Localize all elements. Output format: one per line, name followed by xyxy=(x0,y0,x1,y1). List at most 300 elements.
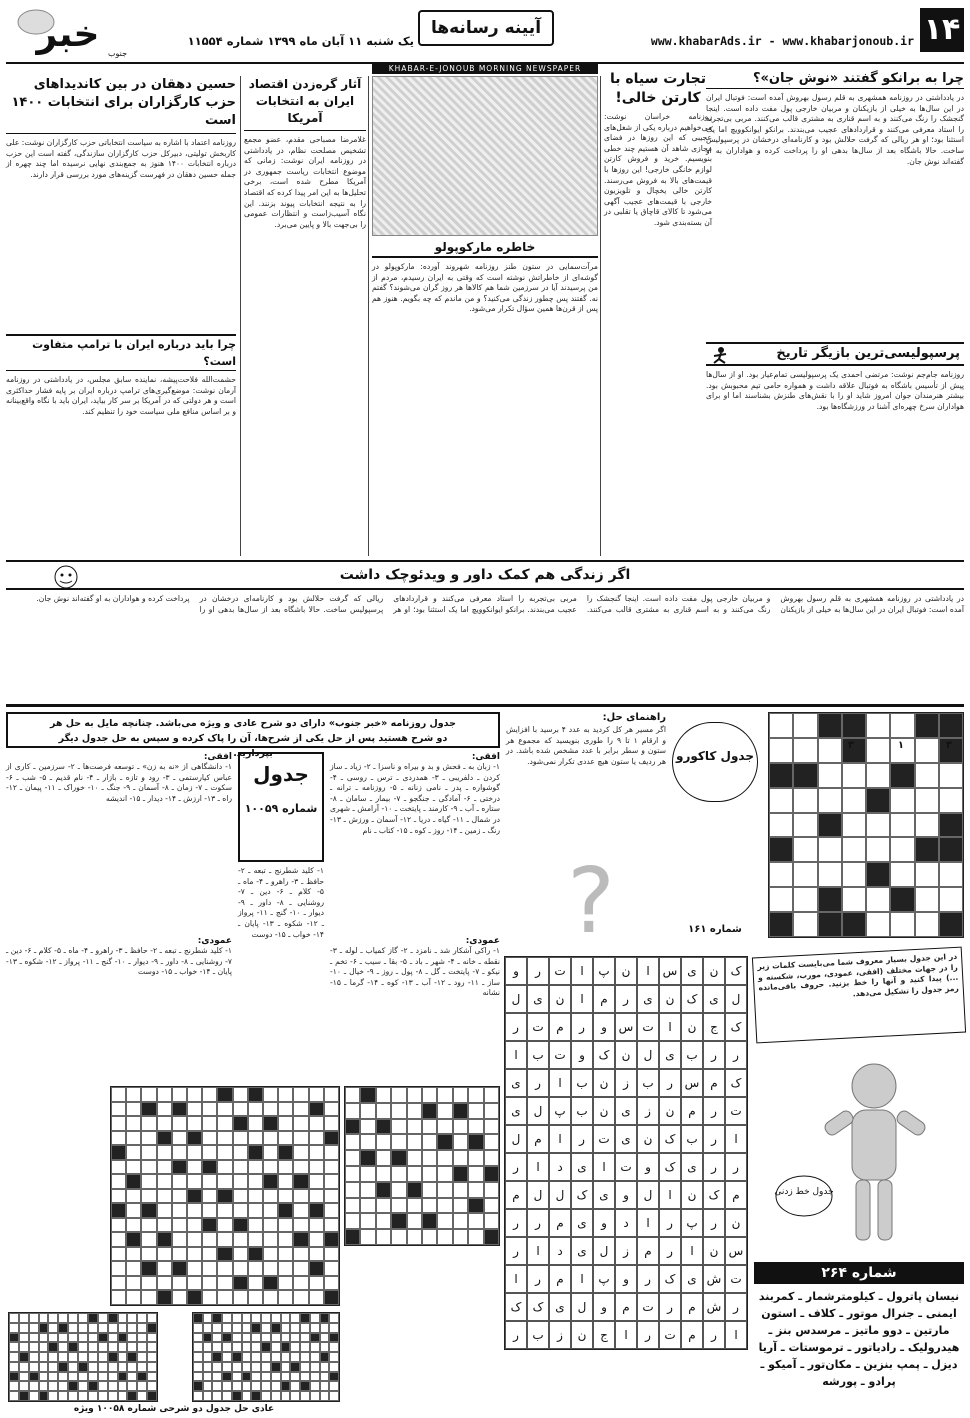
wordfind-cell[interactable]: ن xyxy=(637,1125,659,1153)
grid-cell[interactable] xyxy=(141,1218,156,1233)
grid-cell[interactable] xyxy=(278,1102,293,1117)
grid-cell[interactable] xyxy=(484,1166,499,1182)
grid-cell[interactable] xyxy=(345,1134,360,1150)
grid-cell[interactable] xyxy=(468,1134,483,1150)
wordfind-cell[interactable]: ر xyxy=(505,1237,527,1265)
wordfind-cell[interactable]: م xyxy=(549,1013,571,1041)
wordfind-cell[interactable]: س xyxy=(659,957,681,985)
wordfind-cell[interactable]: م xyxy=(681,1321,703,1349)
grid-cell[interactable] xyxy=(309,1218,324,1233)
grid-cell[interactable] xyxy=(484,1150,499,1166)
grid-cell[interactable] xyxy=(111,1145,126,1160)
wordfind-cell[interactable]: ک xyxy=(505,1293,527,1321)
grid-cell[interactable] xyxy=(324,1189,339,1204)
grid-cell[interactable] xyxy=(376,1198,391,1214)
grid-cell[interactable] xyxy=(376,1150,391,1166)
grid-cell[interactable] xyxy=(157,1160,172,1175)
grid-cell[interactable] xyxy=(453,1087,468,1103)
grid-cell[interactable] xyxy=(263,1203,278,1218)
grid-cell[interactable] xyxy=(202,1131,217,1146)
wordfind-cell[interactable]: ی xyxy=(615,1097,637,1125)
grid-cell[interactable] xyxy=(309,1087,324,1102)
grid-cell[interactable] xyxy=(248,1276,263,1291)
wordfind-cell[interactable]: ا xyxy=(527,1237,549,1265)
wordfind-cell[interactable]: ی xyxy=(571,1153,593,1181)
grid-cell[interactable] xyxy=(345,1119,360,1135)
grid-cell[interactable] xyxy=(484,1198,499,1214)
wordfind-cell[interactable]: م xyxy=(725,1181,747,1209)
grid-cell[interactable] xyxy=(126,1160,141,1175)
grid-cell[interactable] xyxy=(126,1276,141,1291)
wordfind-cell[interactable]: ر xyxy=(703,1041,725,1069)
wordfind-grid[interactable] xyxy=(504,956,748,1350)
wordfind-cell[interactable]: ت xyxy=(659,1321,681,1349)
grid-cell[interactable] xyxy=(484,1134,499,1150)
wordfind-cell[interactable]: س xyxy=(615,1013,637,1041)
grid-cell[interactable] xyxy=(309,1276,324,1291)
grid-cell[interactable] xyxy=(187,1203,202,1218)
wordfind-cell[interactable]: ک xyxy=(659,1153,681,1181)
grid-cell[interactable] xyxy=(111,1087,126,1102)
grid-cell[interactable] xyxy=(157,1145,172,1160)
grid-cell[interactable] xyxy=(111,1174,126,1189)
wordfind-cell[interactable]: ز xyxy=(549,1321,571,1349)
grid-cell[interactable] xyxy=(141,1174,156,1189)
grid-cell[interactable] xyxy=(278,1290,293,1305)
grid-cell[interactable] xyxy=(484,1213,499,1229)
grid-cell[interactable] xyxy=(157,1290,172,1305)
grid-cell[interactable] xyxy=(453,1182,468,1198)
wordfind-cell[interactable]: ک xyxy=(571,1181,593,1209)
grid-cell[interactable] xyxy=(453,1119,468,1135)
grid-cell[interactable] xyxy=(202,1290,217,1305)
grid-cell[interactable] xyxy=(172,1189,187,1204)
wordfind-cell[interactable]: ر xyxy=(571,1125,593,1153)
grid-cell[interactable] xyxy=(172,1290,187,1305)
grid-cell[interactable] xyxy=(468,1229,483,1245)
grid-cell[interactable] xyxy=(217,1174,232,1189)
grid-cell[interactable] xyxy=(157,1276,172,1291)
grid-cell[interactable] xyxy=(278,1131,293,1146)
wordfind-cell[interactable]: ی xyxy=(571,1209,593,1237)
grid-cell[interactable] xyxy=(468,1213,483,1229)
grid-cell[interactable] xyxy=(345,1087,360,1103)
grid-cell[interactable] xyxy=(111,1203,126,1218)
grid-cell[interactable] xyxy=(172,1203,187,1218)
grid-cell[interactable] xyxy=(484,1182,499,1198)
grid-cell[interactable] xyxy=(278,1261,293,1276)
grid-cell[interactable] xyxy=(309,1261,324,1276)
grid-cell[interactable] xyxy=(324,1247,339,1262)
grid-cell[interactable] xyxy=(422,1166,437,1182)
grid-cell[interactable] xyxy=(324,1087,339,1102)
grid-cell[interactable] xyxy=(278,1160,293,1175)
grid-cell[interactable] xyxy=(187,1232,202,1247)
grid-cell[interactable] xyxy=(360,1087,375,1103)
grid-cell[interactable] xyxy=(157,1232,172,1247)
wordfind-cell[interactable]: ن xyxy=(571,1321,593,1349)
wordfind-cell[interactable]: ر xyxy=(725,1293,747,1321)
grid-cell[interactable] xyxy=(309,1131,324,1146)
grid-cell[interactable] xyxy=(217,1290,232,1305)
wordfind-cell[interactable]: ا xyxy=(549,1069,571,1097)
wordfind-cell[interactable]: م xyxy=(549,1209,571,1237)
wordfind-cell[interactable]: ر xyxy=(703,1321,725,1349)
wordfind-cell[interactable]: ب xyxy=(571,1097,593,1125)
grid-cell[interactable] xyxy=(217,1116,232,1131)
grid-cell[interactable] xyxy=(172,1232,187,1247)
wordfind-cell[interactable]: ا xyxy=(571,985,593,1013)
wordfind-cell[interactable]: ی xyxy=(571,1237,593,1265)
grid-cell[interactable] xyxy=(217,1203,232,1218)
grid-cell[interactable] xyxy=(126,1087,141,1102)
wordfind-cell[interactable]: ن xyxy=(703,957,725,985)
wordfind-cell[interactable]: ا xyxy=(571,957,593,985)
wordfind-cell[interactable]: ی xyxy=(505,1097,527,1125)
wordfind-cell[interactable]: ا xyxy=(637,957,659,985)
grid-cell[interactable] xyxy=(407,1229,422,1245)
grid-cell[interactable] xyxy=(407,1213,422,1229)
wordfind-cell[interactable]: و xyxy=(593,1209,615,1237)
wordfind-cell[interactable]: ب xyxy=(681,1041,703,1069)
wordfind-cell[interactable]: ر xyxy=(725,1041,747,1069)
grid-cell[interactable] xyxy=(248,1145,263,1160)
grid-cell[interactable] xyxy=(391,1119,406,1135)
wordfind-cell[interactable]: م xyxy=(505,1181,527,1209)
grid-cell[interactable] xyxy=(309,1232,324,1247)
grid-cell[interactable] xyxy=(233,1087,248,1102)
grid-cell[interactable] xyxy=(407,1134,422,1150)
wordfind-cell[interactable]: ر xyxy=(659,1069,681,1097)
grid-cell[interactable] xyxy=(293,1145,308,1160)
grid-cell[interactable] xyxy=(141,1189,156,1204)
wordfind-cell[interactable]: ر xyxy=(725,1153,747,1181)
grid-cell[interactable] xyxy=(345,1229,360,1245)
grid-cell[interactable] xyxy=(202,1087,217,1102)
grid-cell[interactable] xyxy=(187,1145,202,1160)
grid-cell[interactable] xyxy=(111,1261,126,1276)
wordfind-cell[interactable]: ل xyxy=(505,1125,527,1153)
grid-cell[interactable] xyxy=(141,1116,156,1131)
wordfind-cell[interactable]: ل xyxy=(527,1097,549,1125)
grid-cell[interactable] xyxy=(360,1134,375,1150)
wordfind-cell[interactable]: ر xyxy=(527,957,549,985)
grid-cell[interactable] xyxy=(248,1131,263,1146)
grid-cell[interactable] xyxy=(437,1198,452,1214)
wordfind-cell[interactable]: ک xyxy=(681,985,703,1013)
grid-cell[interactable] xyxy=(187,1087,202,1102)
wordfind-cell[interactable]: و xyxy=(615,1265,637,1293)
grid-cell[interactable] xyxy=(233,1189,248,1204)
grid-cell[interactable] xyxy=(437,1119,452,1135)
wordfind-cell[interactable]: ا xyxy=(527,1153,549,1181)
grid-cell[interactable] xyxy=(278,1232,293,1247)
grid-cell[interactable] xyxy=(437,1166,452,1182)
wordfind-cell[interactable]: پ xyxy=(593,1265,615,1293)
wordfind-cell[interactable]: د xyxy=(549,1237,571,1265)
grid-cell[interactable] xyxy=(324,1218,339,1233)
grid-cell[interactable] xyxy=(376,1229,391,1245)
wordfind-cell[interactable]: ن xyxy=(593,1097,615,1125)
grid-cell[interactable] xyxy=(126,1174,141,1189)
grid-cell[interactable] xyxy=(422,1134,437,1150)
grid-cell[interactable] xyxy=(453,1150,468,1166)
grid-cell[interactable] xyxy=(437,1213,452,1229)
grid-cell[interactable] xyxy=(157,1203,172,1218)
grid-cell[interactable] xyxy=(233,1276,248,1291)
grid-cell[interactable] xyxy=(437,1229,452,1245)
grid-cell[interactable] xyxy=(278,1174,293,1189)
grid-cell[interactable] xyxy=(422,1229,437,1245)
wordfind-cell[interactable]: ر xyxy=(659,1237,681,1265)
grid-cell[interactable] xyxy=(233,1290,248,1305)
grid-cell[interactable] xyxy=(293,1290,308,1305)
grid-cell[interactable] xyxy=(345,1198,360,1214)
wordfind-cell[interactable]: پ xyxy=(593,957,615,985)
grid-cell[interactable] xyxy=(293,1131,308,1146)
grid-cell[interactable] xyxy=(172,1160,187,1175)
grid-cell[interactable] xyxy=(263,1145,278,1160)
grid-cell[interactable] xyxy=(278,1218,293,1233)
grid-cell[interactable] xyxy=(126,1102,141,1117)
kakuro-grid[interactable] xyxy=(768,712,964,938)
grid-cell[interactable] xyxy=(172,1276,187,1291)
grid-cell[interactable] xyxy=(324,1160,339,1175)
grid-cell[interactable] xyxy=(309,1116,324,1131)
wordfind-cell[interactable]: ب xyxy=(527,1041,549,1069)
grid-cell[interactable] xyxy=(172,1218,187,1233)
grid-cell[interactable] xyxy=(111,1102,126,1117)
grid-cell[interactable] xyxy=(453,1103,468,1119)
grid-cell[interactable] xyxy=(202,1102,217,1117)
grid-cell[interactable] xyxy=(293,1102,308,1117)
wordfind-cell[interactable]: ر xyxy=(637,1321,659,1349)
grid-cell[interactable] xyxy=(111,1247,126,1262)
wordfind-cell[interactable]: ل xyxy=(527,1181,549,1209)
wordfind-cell[interactable]: ی xyxy=(527,985,549,1013)
wordfind-cell[interactable]: ت xyxy=(549,957,571,985)
grid-cell[interactable] xyxy=(233,1203,248,1218)
grid-cell[interactable] xyxy=(263,1261,278,1276)
wordfind-cell[interactable]: ا xyxy=(637,1209,659,1237)
grid-cell[interactable] xyxy=(111,1232,126,1247)
wordfind-cell[interactable]: ز xyxy=(615,1237,637,1265)
wordfind-cell[interactable]: و xyxy=(571,1041,593,1069)
wordfind-cell[interactable]: م xyxy=(637,1237,659,1265)
wordfind-cell[interactable]: ش xyxy=(703,1265,725,1293)
grid-cell[interactable] xyxy=(309,1102,324,1117)
grid-cell[interactable] xyxy=(360,1166,375,1182)
wordfind-cell[interactable]: و xyxy=(593,1293,615,1321)
wordfind-cell[interactable]: ر xyxy=(615,985,637,1013)
grid-cell[interactable] xyxy=(422,1150,437,1166)
wordfind-cell[interactable]: ز xyxy=(615,1069,637,1097)
grid-cell[interactable] xyxy=(309,1247,324,1262)
grid-cell[interactable] xyxy=(111,1131,126,1146)
grid-cell[interactable] xyxy=(293,1160,308,1175)
grid-cell[interactable] xyxy=(217,1247,232,1262)
wordfind-cell[interactable]: ی xyxy=(637,985,659,1013)
grid-cell[interactable] xyxy=(453,1198,468,1214)
grid-cell[interactable] xyxy=(293,1261,308,1276)
grid-cell[interactable] xyxy=(422,1198,437,1214)
grid-cell[interactable] xyxy=(278,1087,293,1102)
wordfind-cell[interactable]: ت xyxy=(637,1013,659,1041)
grid-cell[interactable] xyxy=(202,1174,217,1189)
grid-cell[interactable] xyxy=(157,1131,172,1146)
grid-cell[interactable] xyxy=(187,1160,202,1175)
grid-cell[interactable] xyxy=(202,1247,217,1262)
wordfind-cell[interactable]: ت xyxy=(725,1097,747,1125)
wordfind-cell[interactable]: ر xyxy=(527,1265,549,1293)
grid-cell[interactable] xyxy=(217,1145,232,1160)
grid-cell[interactable] xyxy=(172,1116,187,1131)
grid-cell[interactable] xyxy=(202,1276,217,1291)
grid-cell[interactable] xyxy=(187,1261,202,1276)
grid-cell[interactable] xyxy=(157,1218,172,1233)
wordfind-cell[interactable]: ل xyxy=(637,1041,659,1069)
grid-cell[interactable] xyxy=(263,1131,278,1146)
wordfind-cell[interactable]: ن xyxy=(615,1041,637,1069)
wordfind-cell[interactable]: ن xyxy=(659,1097,681,1125)
wordfind-cell[interactable]: س xyxy=(725,1237,747,1265)
wordfind-cell[interactable]: ل xyxy=(725,985,747,1013)
grid-cell[interactable] xyxy=(111,1218,126,1233)
grid-cell[interactable] xyxy=(141,1160,156,1175)
grid-cell[interactable] xyxy=(391,1166,406,1182)
grid-cell[interactable] xyxy=(233,1131,248,1146)
wordfind-cell[interactable]: ت xyxy=(725,1265,747,1293)
grid-cell[interactable] xyxy=(453,1134,468,1150)
grid-cell[interactable] xyxy=(293,1247,308,1262)
wordfind-cell[interactable]: ل xyxy=(505,985,527,1013)
grid-cell[interactable] xyxy=(437,1182,452,1198)
grid-cell[interactable] xyxy=(233,1247,248,1262)
grid-cell[interactable] xyxy=(309,1290,324,1305)
wordfind-cell[interactable]: و xyxy=(637,1153,659,1181)
grid-cell[interactable] xyxy=(248,1232,263,1247)
wordfind-cell[interactable]: ی xyxy=(615,1125,637,1153)
wordfind-cell[interactable]: ر xyxy=(703,1209,725,1237)
wordfind-cell[interactable]: ی xyxy=(549,1293,571,1321)
grid-cell[interactable] xyxy=(391,1229,406,1245)
grid-cell[interactable] xyxy=(345,1213,360,1229)
grid-cell[interactable] xyxy=(345,1182,360,1198)
wordfind-cell[interactable]: ج xyxy=(703,1013,725,1041)
grid-cell[interactable] xyxy=(141,1232,156,1247)
grid-cell[interactable] xyxy=(141,1276,156,1291)
grid-cell[interactable] xyxy=(248,1290,263,1305)
grid-cell[interactable] xyxy=(293,1189,308,1204)
grid-cell[interactable] xyxy=(202,1203,217,1218)
wordfind-cell[interactable]: و xyxy=(615,1181,637,1209)
wordfind-cell[interactable]: ک xyxy=(593,1041,615,1069)
grid-cell[interactable] xyxy=(172,1087,187,1102)
wordfind-cell[interactable]: ب xyxy=(637,1069,659,1097)
grid-cell[interactable] xyxy=(484,1087,499,1103)
grid-cell[interactable] xyxy=(157,1102,172,1117)
grid-cell[interactable] xyxy=(263,1276,278,1291)
wordfind-cell[interactable]: ا xyxy=(505,1265,527,1293)
grid-cell[interactable] xyxy=(309,1160,324,1175)
grid-cell[interactable] xyxy=(126,1116,141,1131)
grid-cell[interactable] xyxy=(263,1116,278,1131)
grid-cell[interactable] xyxy=(407,1150,422,1166)
grid-cell[interactable] xyxy=(453,1166,468,1182)
grid-cell[interactable] xyxy=(248,1102,263,1117)
wordfind-cell[interactable]: ر xyxy=(703,1125,725,1153)
grid-cell[interactable] xyxy=(293,1218,308,1233)
grid-cell[interactable] xyxy=(187,1247,202,1262)
grid-cell[interactable] xyxy=(360,1229,375,1245)
wordfind-cell[interactable]: ک xyxy=(725,957,747,985)
grid-cell[interactable] xyxy=(360,1198,375,1214)
grid-cell[interactable] xyxy=(202,1218,217,1233)
wordfind-cell[interactable]: ا xyxy=(681,1237,703,1265)
wordfind-cell[interactable]: ر xyxy=(703,1153,725,1181)
grid-cell[interactable] xyxy=(407,1087,422,1103)
grid-cell[interactable] xyxy=(248,1116,263,1131)
grid-cell[interactable] xyxy=(217,1102,232,1117)
grid-cell[interactable] xyxy=(422,1119,437,1135)
grid-cell[interactable] xyxy=(187,1102,202,1117)
grid-cell[interactable] xyxy=(309,1174,324,1189)
grid-cell[interactable] xyxy=(172,1247,187,1262)
grid-cell[interactable] xyxy=(309,1203,324,1218)
grid-cell[interactable] xyxy=(437,1134,452,1150)
grid-cell[interactable] xyxy=(263,1218,278,1233)
wordfind-cell[interactable]: ر xyxy=(637,1265,659,1293)
wordfind-cell[interactable]: ی xyxy=(659,1041,681,1069)
grid-cell[interactable] xyxy=(391,1198,406,1214)
grid-cell[interactable] xyxy=(407,1103,422,1119)
wordfind-cell[interactable]: م xyxy=(593,985,615,1013)
grid-cell[interactable] xyxy=(468,1103,483,1119)
grid-cell[interactable] xyxy=(217,1131,232,1146)
grid-cell[interactable] xyxy=(217,1261,232,1276)
wordfind-cell[interactable]: م xyxy=(615,1293,637,1321)
wordfind-cell[interactable]: ی xyxy=(681,1265,703,1293)
site-urls[interactable]: www.khabarAds.ir - www.khabarjonoub.ir xyxy=(650,34,914,48)
wordfind-cell[interactable]: و xyxy=(593,1013,615,1041)
grid-cell[interactable] xyxy=(157,1261,172,1276)
grid-cell[interactable] xyxy=(293,1276,308,1291)
grid-cell[interactable] xyxy=(233,1232,248,1247)
grid-cell[interactable] xyxy=(187,1131,202,1146)
grid-cell[interactable] xyxy=(391,1134,406,1150)
grid-cell[interactable] xyxy=(391,1150,406,1166)
grid-cell[interactable] xyxy=(484,1103,499,1119)
grid-cell[interactable] xyxy=(141,1247,156,1262)
grid-cell[interactable] xyxy=(484,1119,499,1135)
grid-cell[interactable] xyxy=(248,1189,263,1204)
grid-cell[interactable] xyxy=(126,1247,141,1262)
wordfind-cell[interactable]: م xyxy=(549,1265,571,1293)
grid-cell[interactable] xyxy=(187,1276,202,1291)
wordfind-cell[interactable]: م xyxy=(681,1097,703,1125)
wordfind-cell[interactable]: د xyxy=(615,1209,637,1237)
wordfind-cell[interactable]: ل xyxy=(593,1237,615,1265)
wordfind-cell[interactable]: ر xyxy=(527,1069,549,1097)
wordfind-cell[interactable]: ب xyxy=(571,1069,593,1097)
wordfind-cell[interactable]: ر xyxy=(505,1321,527,1349)
wordfind-cell[interactable]: ک xyxy=(659,1265,681,1293)
wordfind-cell[interactable]: ر xyxy=(571,1013,593,1041)
grid-cell[interactable] xyxy=(360,1103,375,1119)
wordfind-cell[interactable]: م xyxy=(527,1125,549,1153)
grid-cell[interactable] xyxy=(407,1198,422,1214)
wordfind-cell[interactable]: ی xyxy=(681,1153,703,1181)
